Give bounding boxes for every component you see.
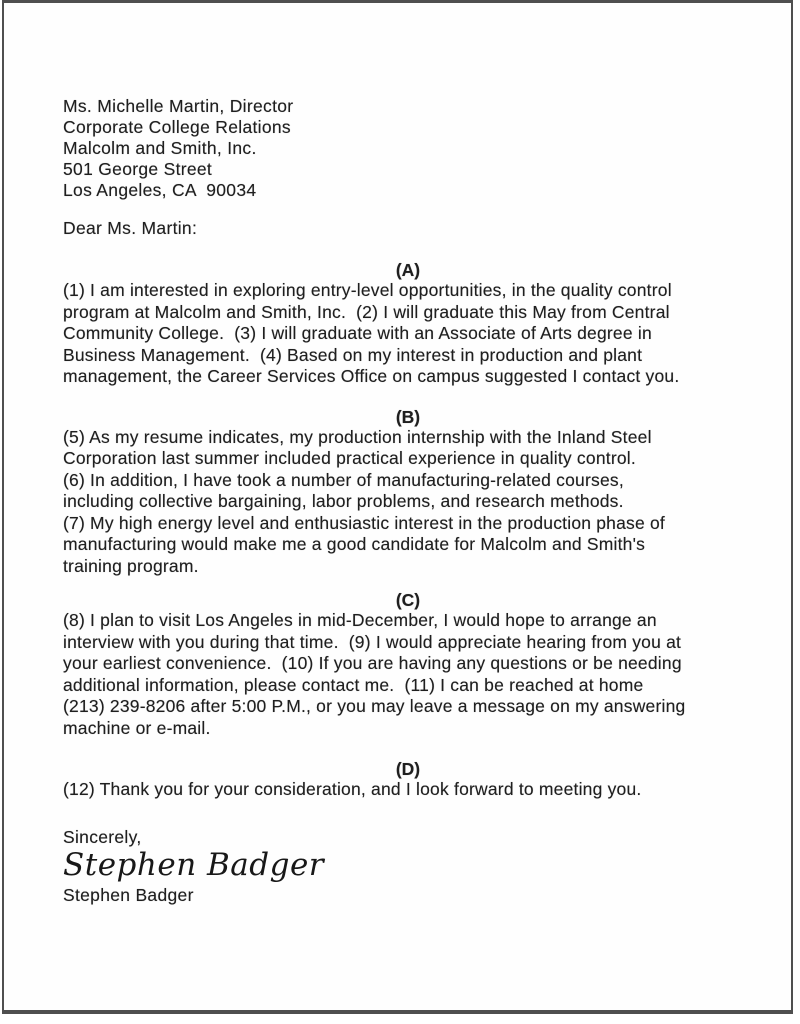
section-a-label: (A) [395, 260, 421, 280]
letter-page [2, 0, 793, 1014]
text-line: Corporate College Relations [63, 117, 291, 137]
section-b-body [63, 427, 751, 578]
text-line: (5) As my resume indicates, my production internship with the Inland Steel [63, 426, 652, 447]
text-line: 501 George Street [63, 159, 213, 179]
text-line: training program. [63, 555, 199, 576]
section-b [63, 407, 751, 578]
text-line: Malcolm and Smith, Inc. [63, 138, 257, 158]
section-a [63, 260, 751, 388]
text-line: additional information, please contact me. (11) I can be reached at home [63, 674, 644, 695]
text-line: Ms. Michelle Martin, Director [63, 96, 294, 116]
valediction: Sincerely, [63, 826, 142, 847]
text-line: Los Angeles, CA 90034 [63, 180, 257, 200]
text-line: management, the Career Services Office on campus suggested I contact you. [63, 366, 680, 386]
text-line: (213) 239-8206 after 5:00 P.M., or you may leave a message on my answering [63, 696, 686, 716]
section-b-label: (B) [395, 406, 421, 427]
text-line: Community College. (3) I will graduate with an Associate of Arts degree in [63, 323, 652, 343]
section-d-label: (D) [395, 759, 421, 779]
section-d-body [63, 779, 751, 801]
text-line: program at Malcolm and Smith, Inc. (2) I will graduate this May from Central [63, 301, 670, 322]
text-line: Business Management. (4) Based on my interest in production and plant [63, 344, 643, 365]
section-d [63, 759, 751, 801]
text-line: Corporation last summer included practical experience in quality control. [63, 448, 636, 468]
section-c-body [63, 610, 751, 739]
recipient-address [63, 96, 751, 201]
text-line: machine or e-mail. [63, 717, 211, 738]
text-line: including collective bargaining, labor problems, and research methods. [63, 491, 624, 511]
section-c [63, 590, 751, 739]
section-c-label: (C) [395, 590, 421, 610]
text-line: interview with you during that time. (9) I would appreciate hearing from you at [63, 631, 682, 652]
handwritten-signature: Stephen Badger [63, 846, 325, 883]
text-line: (7) My high energy level and enthusiastic interest in the production phase of [63, 512, 665, 533]
text-line: (1) I am interested in exploring entry-level opportunities, in the quality control [63, 280, 672, 300]
text-line: your earliest convenience. (10) If you are having any questions or be needing [63, 653, 682, 673]
section-a-body [63, 280, 751, 388]
text-line: manufacturing would make me a good candidate for Malcolm and Smith's [63, 534, 646, 554]
text-line: (6) In addition, I have took a number of manufacturing-related courses, [63, 469, 624, 490]
text-line: (12) Thank you for your consideration, and I look forward to meeting you. [63, 779, 642, 799]
letter-content [4, 3, 791, 906]
text-line: (8) I plan to visit Los Angeles in mid-December, I would hope to arrange an [63, 610, 657, 630]
salutation: Dear Ms. Martin: [63, 218, 198, 238]
signature-typed-name: Stephen Badger [63, 884, 194, 905]
